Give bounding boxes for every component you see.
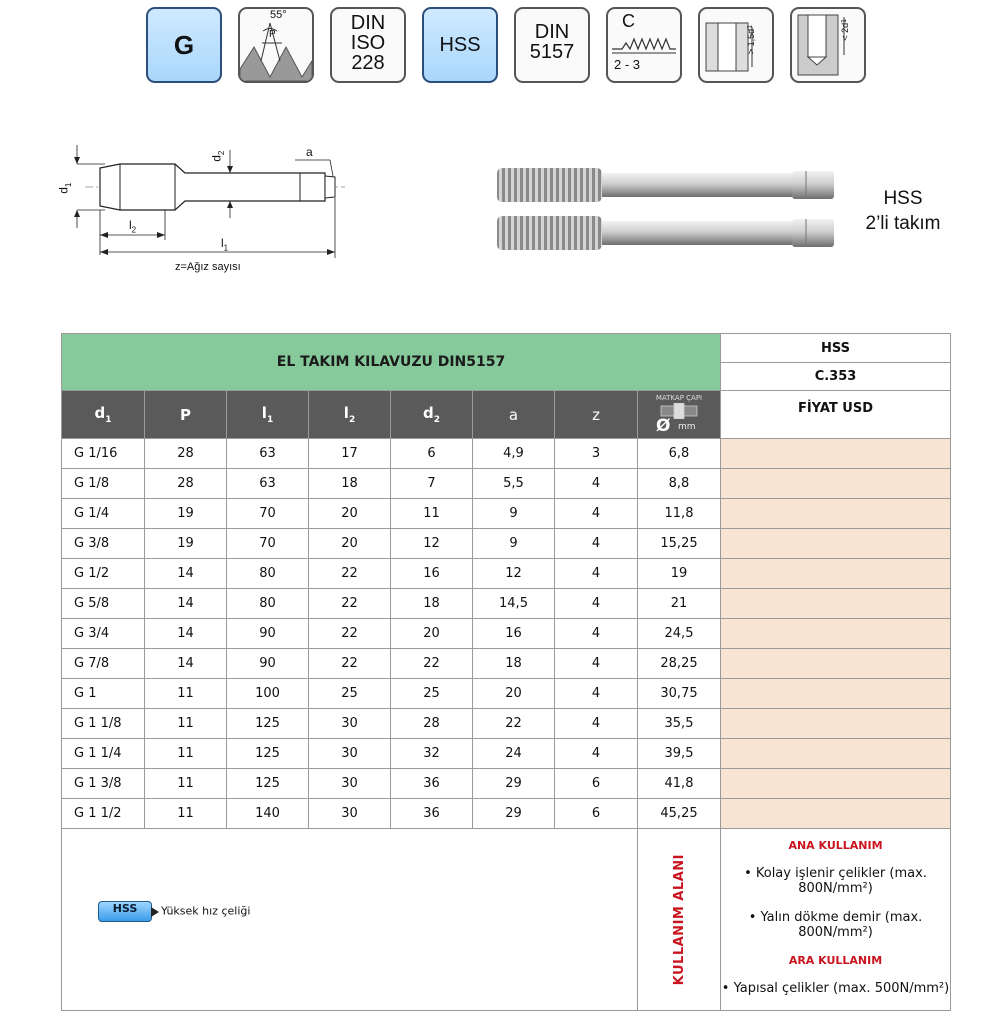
price-cell (721, 559, 951, 589)
blind-hole-icon (790, 7, 866, 83)
table-cell: 17 (309, 439, 391, 469)
diameter-symbol: Ø (656, 416, 671, 436)
price-cell (721, 589, 951, 619)
table-cell: G 1/8 (62, 469, 145, 499)
col-header-drill (638, 391, 721, 439)
col-header-l2: $l_2$ (309, 391, 391, 439)
table-cell: 29 (473, 769, 555, 799)
table-row (62, 439, 951, 469)
table-cell: 6 (555, 769, 638, 799)
depth-sub: 1 (841, 19, 848, 23)
table-cell: 19 (145, 529, 227, 559)
table-cell: 4 (555, 709, 638, 739)
table-cell: G 3/4 (62, 619, 145, 649)
table-cell: 36 (391, 769, 473, 799)
d2-label: $d_2$ (209, 150, 226, 162)
table-cell: 9 (473, 529, 555, 559)
table-cell: 4 (555, 469, 638, 499)
table-cell: 22 (309, 589, 391, 619)
table-cell: G 1 1/8 (62, 709, 145, 739)
table-row (62, 469, 951, 499)
table-cell: 4 (555, 499, 638, 529)
material-label: HSS (439, 34, 481, 56)
l2-label: $l_2$ (129, 218, 137, 235)
secondary-usage-heading: ARA KULLANIM (788, 954, 883, 967)
table-cell: 30 (309, 799, 391, 829)
table-cell: 28 (391, 709, 473, 739)
table-cell: 70 (227, 529, 309, 559)
table-cell: 4 (555, 739, 638, 769)
table-cell: G 7/8 (62, 649, 145, 679)
price-cell (721, 619, 951, 649)
hss-badge: HSS (98, 901, 152, 922)
pitch-label: P (269, 29, 276, 40)
table-cell: 80 (227, 559, 309, 589)
col-header-d1: $d_1$ (62, 391, 145, 439)
table-cell: 11 (145, 679, 227, 709)
table-cell: 4 (555, 679, 638, 709)
table-cell: 11 (145, 739, 227, 769)
table-cell: 18 (391, 589, 473, 619)
table-cell: 70 (227, 499, 309, 529)
table-cell: 11 (145, 769, 227, 799)
table-row (62, 769, 951, 799)
table-cell: 11 (391, 499, 473, 529)
main-usage-heading: ANA KULLANIM (788, 839, 883, 852)
table-cell: 63 (227, 439, 309, 469)
price-cell (721, 709, 951, 739)
table-cell: 9 (473, 499, 555, 529)
table-cell: 20 (309, 499, 391, 529)
standard-line: DIN (350, 12, 386, 34)
standard-din-iso-icon (330, 7, 406, 83)
table-cell: 11,8 (638, 499, 721, 529)
col-header-z: z (555, 391, 638, 439)
table-cell: 63 (227, 469, 309, 499)
table-cell: 28 (145, 439, 227, 469)
table-cell: G 3/8 (62, 529, 145, 559)
table-title: EL TAKIM KILAVUZU DIN5157 (62, 334, 721, 391)
table-cell: G 5/8 (62, 589, 145, 619)
standard-line: 5157 (529, 41, 575, 63)
table-cell: 15,25 (638, 529, 721, 559)
table-cell: 14 (145, 619, 227, 649)
table-cell: 20 (391, 619, 473, 649)
table-cell: 28 (145, 469, 227, 499)
table-cell: 19 (145, 499, 227, 529)
table-cell: 36 (391, 799, 473, 829)
table-cell: G 1/4 (62, 499, 145, 529)
table-cell: 14 (145, 559, 227, 589)
table-cell: 14,5 (473, 589, 555, 619)
depth-label: > 1,5d (746, 28, 756, 55)
standard-line: DIN (534, 21, 570, 43)
table-cell: G 1 1/4 (62, 739, 145, 769)
drawing-caption: z=Ağız sayısı (175, 261, 241, 273)
table-cell: 25 (309, 679, 391, 709)
thread-profile-icon (238, 7, 314, 83)
through-hole-icon (698, 7, 774, 83)
table-cell: 7 (391, 469, 473, 499)
hss-description: Yüksek hız çeliği (161, 904, 251, 918)
angle-label: 55° (270, 9, 287, 21)
table-cell: 3 (555, 439, 638, 469)
col-header-p: P (145, 391, 227, 439)
table-cell: 16 (473, 619, 555, 649)
price-cell (721, 469, 951, 499)
table-cell: G 1 3/8 (62, 769, 145, 799)
usage-item: • Yalın dökme demir (max. 800N/mm²) (748, 910, 923, 940)
table-cell: 18 (309, 469, 391, 499)
col-header-l1: $l_1$ (227, 391, 309, 439)
table-cell: 28,25 (638, 649, 721, 679)
standard-din-icon (514, 7, 590, 83)
table-cell: 20 (309, 529, 391, 559)
table-cell: 22 (309, 559, 391, 589)
table-cell: 41,8 (638, 769, 721, 799)
material-icon (422, 7, 498, 83)
usage-item: • Yapısal çelikler (max. 500N/mm²) (721, 981, 950, 996)
standard-line: ISO (350, 32, 386, 54)
feature-icon-row (146, 7, 866, 87)
usage-area-label: KULLANIM ALANI (671, 853, 687, 986)
table-cell: 80 (227, 589, 309, 619)
table-row (62, 799, 951, 829)
table-cell: 35,5 (638, 709, 721, 739)
table-cell: 4 (555, 649, 638, 679)
table-cell: G 1 1/2 (62, 799, 145, 829)
table-cell: 4,9 (473, 439, 555, 469)
table-row (62, 589, 951, 619)
a-label: a (306, 145, 313, 159)
table-cell: 30 (309, 739, 391, 769)
table-cell: 30 (309, 769, 391, 799)
table-cell: 24 (473, 739, 555, 769)
table-cell: 12 (473, 559, 555, 589)
d1-label: $d_1$ (56, 182, 73, 194)
table-cell: 12 (391, 529, 473, 559)
price-cell (721, 739, 951, 769)
table-cell: 22 (309, 649, 391, 679)
table-cell: 21 (638, 589, 721, 619)
tap-set-material: HSS (883, 188, 923, 209)
table-cell: 11 (145, 709, 227, 739)
price-cell (721, 679, 951, 709)
product-code: C.353 (721, 363, 951, 391)
chamfer-icon (606, 7, 682, 83)
l1-label: $l_1$ (221, 236, 229, 253)
arrow-right-icon (151, 907, 159, 917)
table-cell: 45,25 (638, 799, 721, 829)
material-legend (98, 901, 250, 922)
table-cell: 4 (555, 559, 638, 589)
thread-type-icon (146, 7, 222, 83)
table-cell: 140 (227, 799, 309, 829)
price-cell (721, 529, 951, 559)
col-header-d2: $d_2$ (391, 391, 473, 439)
table-cell: 90 (227, 619, 309, 649)
price-cell (721, 799, 951, 829)
usage-vertical-cell (638, 829, 721, 1011)
table-cell: 19 (638, 559, 721, 589)
table-cell: 22 (473, 709, 555, 739)
table-cell: 20 (473, 679, 555, 709)
table-cell: 39,5 (638, 739, 721, 769)
table-cell: 24,5 (638, 619, 721, 649)
table-body (62, 439, 951, 829)
material-header: HSS (721, 334, 951, 363)
table-cell: 4 (555, 529, 638, 559)
table-cell: 14 (145, 649, 227, 679)
table-row (62, 709, 951, 739)
price-cell (721, 439, 951, 469)
table-cell: 32 (391, 739, 473, 769)
table-row (62, 499, 951, 529)
tap-set-label (848, 186, 958, 236)
table-cell: 30 (309, 709, 391, 739)
table-cell: 22 (391, 649, 473, 679)
price-cell (721, 769, 951, 799)
table-cell: G 1 (62, 679, 145, 709)
tap-set-description: 2’li takım (865, 213, 941, 234)
table-row (62, 559, 951, 589)
table-cell: 125 (227, 739, 309, 769)
drill-unit: mm (678, 422, 696, 432)
usage-cell (721, 829, 951, 1011)
table-cell: 5,5 (473, 469, 555, 499)
product-table (61, 333, 951, 1011)
depth-sub: 1 (747, 25, 754, 29)
table-cell: G 1/2 (62, 559, 145, 589)
tap-technical-drawing (55, 140, 355, 290)
table-cell: 29 (473, 799, 555, 829)
table-row (62, 649, 951, 679)
tap-set-illustration (493, 160, 843, 260)
table-cell: 4 (555, 619, 638, 649)
table-cell: 4 (555, 589, 638, 619)
drill-label: MATKAP ÇAPI (655, 394, 703, 402)
table-cell: 8,8 (638, 469, 721, 499)
table-cell: 16 (391, 559, 473, 589)
table-cell: 11 (145, 799, 227, 829)
depth-label: < 2d (840, 22, 850, 41)
col-header-a: a (473, 391, 555, 439)
price-cell (721, 649, 951, 679)
table-row (62, 529, 951, 559)
standard-line: 228 (351, 52, 385, 74)
chamfer-range: 2 - 3 (614, 57, 641, 72)
table-cell: 125 (227, 709, 309, 739)
table-cell: 6 (391, 439, 473, 469)
table-cell: 30,75 (638, 679, 721, 709)
table-row (62, 679, 951, 709)
table-cell: 22 (309, 619, 391, 649)
table-cell: 18 (473, 649, 555, 679)
table-cell: 6 (555, 799, 638, 829)
table-row (62, 739, 951, 769)
table-cell: 100 (227, 679, 309, 709)
table-cell: G 1/16 (62, 439, 145, 469)
usage-item: • Kolay işlenir çelikler (max. 800N/mm²) (744, 866, 927, 896)
table-cell: 25 (391, 679, 473, 709)
legend-cell (62, 829, 638, 1011)
table-cell: 6,8 (638, 439, 721, 469)
table-cell: 125 (227, 769, 309, 799)
table-row (62, 619, 951, 649)
table-cell: 14 (145, 589, 227, 619)
price-cell (721, 499, 951, 529)
thread-type-label: G (173, 30, 195, 60)
chamfer-letter: C (622, 11, 635, 31)
price-header: FİYAT USD (721, 391, 951, 439)
table-cell: 90 (227, 649, 309, 679)
